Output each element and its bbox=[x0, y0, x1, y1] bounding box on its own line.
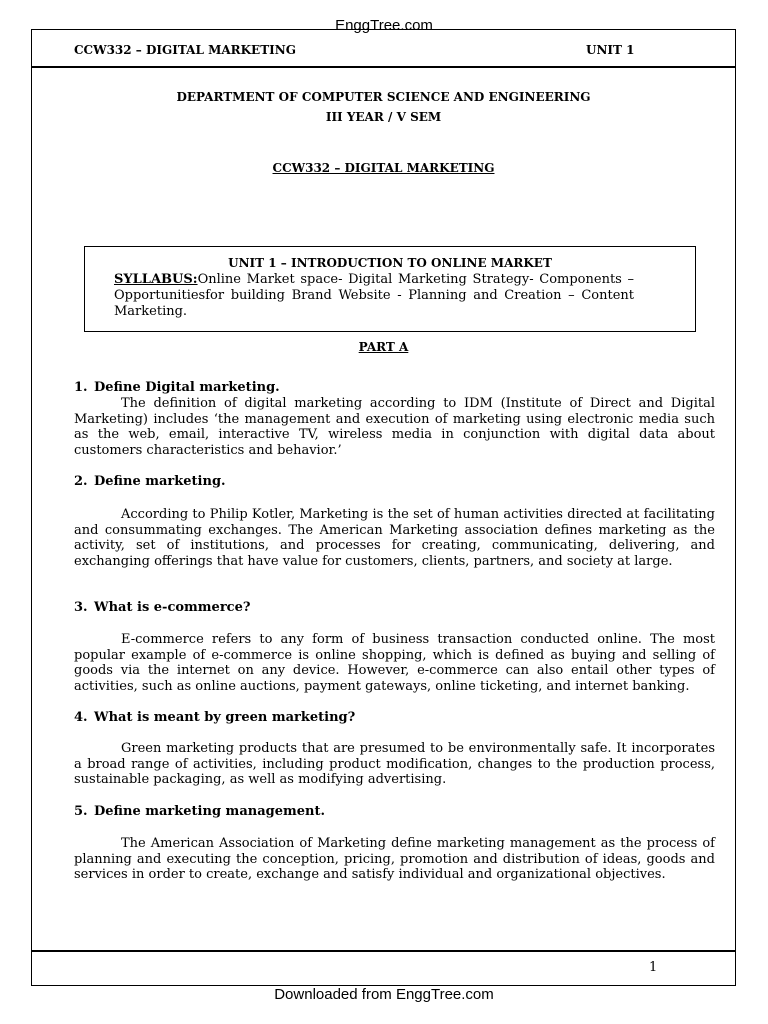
question-text: What is e-commerce? bbox=[94, 600, 251, 615]
answer-text: Green marketing products that are presumed to be environmentally safe. It incorporates a broad range of activities, including product modification, changes to the production process, sustainable packaging, as well as modifying advertising. bbox=[74, 741, 715, 788]
question-number: 1. bbox=[74, 380, 88, 395]
question-heading bbox=[74, 710, 714, 725]
answer-text: E-commerce refers to any form of business transaction conducted online. The most popular example of e-commerce is online shopping, which is defined as buying and selling of goods via the internet on any device. However, e-commerce can also entail other types of activities, such as online auctions, payment gateways, online ticketing, and internet banking. bbox=[74, 632, 715, 694]
question-text: What is meant by green marketing? bbox=[94, 710, 356, 725]
question-number: 3. bbox=[74, 600, 88, 615]
running-header-title: CCW332 – DIGITAL MARKETING bbox=[74, 43, 296, 57]
answer-text: The definition of digital marketing according to IDM (Institute of Direct and Digital Marketing) includes ‘the management and execution of marketing using electronic media such as the web, email, interactive TV, wireless media in conjunction with digital data about customers characteristics and behavior.’ bbox=[74, 396, 715, 458]
running-header-unit: UNIT 1 bbox=[586, 43, 635, 57]
answer-paragraph bbox=[74, 396, 715, 458]
part-title-text: PART A bbox=[358, 340, 409, 354]
syllabus-box bbox=[84, 246, 696, 332]
question-heading bbox=[74, 380, 714, 395]
question-text: Define marketing management. bbox=[94, 804, 325, 819]
department-heading: DEPARTMENT OF COMPUTER SCIENCE AND ENGINEERING bbox=[176, 90, 591, 104]
site-footer: Downloaded from EnggTree.com bbox=[274, 986, 494, 1003]
syllabus-text bbox=[114, 272, 634, 320]
page-number: 1 bbox=[649, 960, 658, 975]
answer-paragraph bbox=[74, 507, 715, 569]
running-header bbox=[32, 30, 735, 68]
answer-paragraph bbox=[74, 741, 715, 788]
answer-paragraph bbox=[74, 836, 715, 883]
answer-text: The American Association of Marketing define marketing management as the process of planning and executing the conception, pricing, promotion and distribution of ideas, goods and services in order to create, exchange and satisfy individual and organizational objectives. bbox=[74, 836, 715, 883]
course-title bbox=[32, 161, 735, 175]
running-footer-rule bbox=[32, 950, 735, 952]
question-text: Define marketing. bbox=[94, 474, 226, 489]
course-title-text: CCW332 – DIGITAL MARKETING bbox=[272, 161, 495, 175]
question-heading bbox=[74, 804, 714, 819]
question-number: 2. bbox=[74, 474, 88, 489]
question-number: 4. bbox=[74, 710, 88, 725]
syllabus-label: SYLLABUS: bbox=[114, 272, 198, 287]
site-header: EnggTree.com bbox=[335, 17, 433, 34]
answer-text: According to Philip Kotler, Marketing is the set of human activities directed at facilitating and consummating exchanges. The American Marketing association defines marketing as the activity, set of institutions, and processes for creating, communicating, delivering, and exchanging offerings that have value for customers, clients, partners, and society at large. bbox=[74, 507, 715, 569]
document-page bbox=[31, 29, 736, 986]
question-heading bbox=[74, 474, 714, 489]
syllabus-content: Online Market space- Digital Marketing Strategy- Components – Opportunitiesfor building Brand Website - Planning and Creation – Content Marketing. bbox=[114, 272, 634, 319]
question-text: Define Digital marketing. bbox=[94, 380, 280, 395]
unit-title: UNIT 1 – INTRODUCTION TO ONLINE MARKET bbox=[228, 256, 552, 270]
year-sem-heading: III YEAR / V SEM bbox=[325, 110, 442, 124]
question-heading bbox=[74, 600, 714, 615]
answer-paragraph bbox=[74, 632, 715, 694]
question-number: 5. bbox=[74, 804, 88, 819]
part-title bbox=[32, 340, 735, 354]
